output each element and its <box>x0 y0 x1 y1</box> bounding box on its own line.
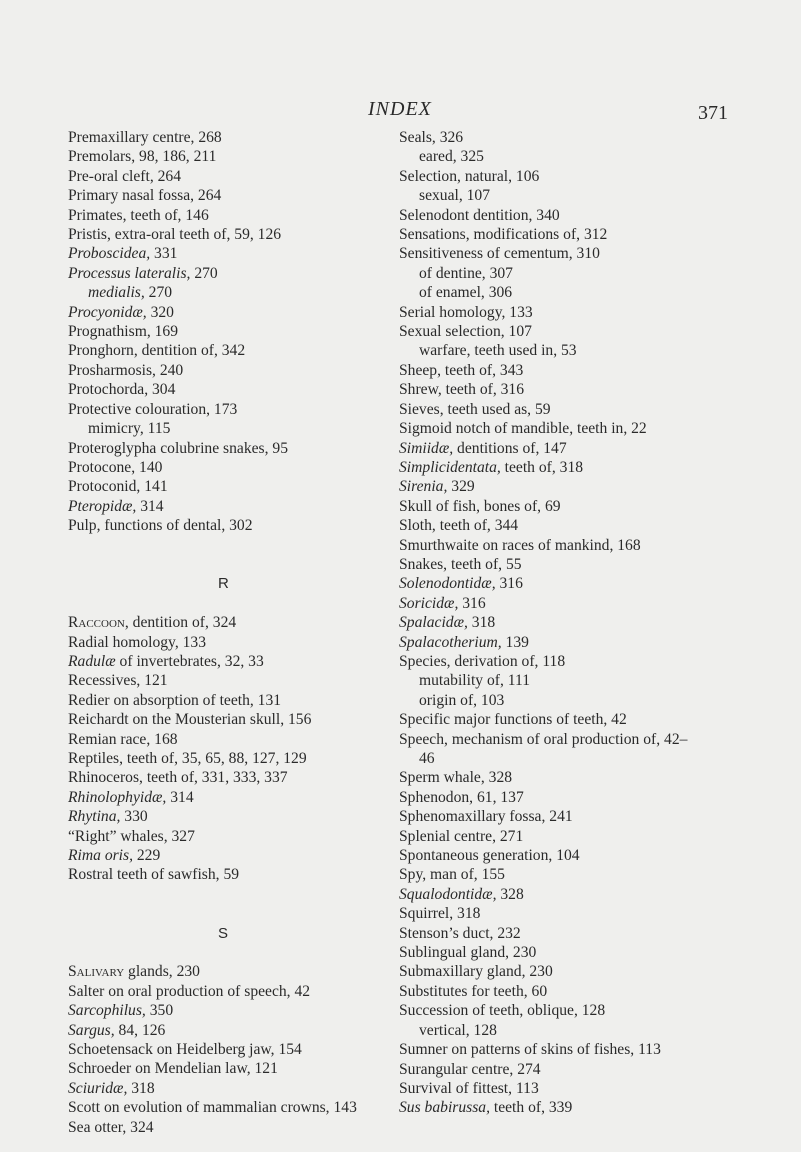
index-entry: Redier on absorption of teeth, 131 <box>68 691 282 709</box>
index-entry: Reichardt on the Mousterian skull, 156 <box>68 711 312 729</box>
entry-term-italic: Sirenia, <box>399 478 448 496</box>
index-entry: Radial homology, 133 <box>68 633 207 651</box>
entry-locator: of invertebrates, 32, 33 <box>115 652 264 670</box>
entry-locator: 320 <box>146 303 174 321</box>
spacer <box>68 594 388 613</box>
index-entry: Shrew, teeth of, 316 <box>399 381 525 399</box>
entry-locator: teeth of, 339 <box>489 1099 573 1117</box>
index-entry: Succession of teeth, oblique, 128 <box>399 1002 606 1020</box>
entry-term-italic: Sciuridæ, <box>68 1079 128 1097</box>
index-entry <box>399 1098 799 1117</box>
entry-locator: 316 <box>458 594 486 612</box>
index-entry <box>68 652 388 671</box>
index-entry: Squirrel, 318 <box>399 905 481 923</box>
index-entry <box>68 788 388 807</box>
index-entry: Sperm whale, 328 <box>399 769 513 787</box>
entry-term-italic: Spalacidæ, <box>399 614 468 632</box>
index-entry: Primary nasal fossa, 264 <box>68 187 222 205</box>
index-entry <box>68 846 388 865</box>
index-entry: Skull of fish, bones of, 69 <box>399 497 561 515</box>
entry-locator: 331 <box>150 245 178 263</box>
index-entry: Sensitiveness of cementum, 310 <box>399 245 600 263</box>
index-entry: Reptiles, teeth of, 35, 65, 88, 127, 129 <box>68 749 307 767</box>
index-entry: Prognathism, 169 <box>68 323 179 341</box>
index-entry: Submaxillary gland, 230 <box>399 963 553 981</box>
index-entry: Sigmoid notch of mandible, teeth in, 22 <box>399 420 647 438</box>
entry-term-italic: medialis, <box>88 284 145 302</box>
index-entry: Sensations, modifications of, 312 <box>399 226 608 244</box>
index-entry <box>68 1001 388 1020</box>
entry-locator: teeth of, 318 <box>500 458 584 476</box>
index-entry: Smurthwaite on races of mankind, 168 <box>399 536 641 554</box>
entry-term-italic: Radulæ <box>68 652 116 670</box>
entry-term-italic: Solenodontidæ, <box>399 575 496 593</box>
index-entry: Sheep, teeth of, 343 <box>399 361 524 379</box>
entry-term-italic: Rima oris, <box>68 847 133 864</box>
index-entry <box>68 244 388 263</box>
index-subentry: 46 <box>419 750 435 767</box>
index-entry <box>399 613 799 632</box>
index-subentry: mutability of, 111 <box>419 672 531 690</box>
entry-term-italic: Squalodontidæ, <box>399 885 497 903</box>
index-entry <box>68 807 388 826</box>
entry-locator: 314 <box>166 788 194 806</box>
index-entry <box>68 497 388 516</box>
index-subentry: vertical, 128 <box>419 1021 497 1039</box>
index-subentry: warfare, teeth used in, 53 <box>419 342 577 360</box>
index-entry: Pristis, extra-oral teeth of, 59, 126 <box>68 226 282 244</box>
index-entry: Protocone, 140 <box>68 458 163 476</box>
index-entry: Remian race, 168 <box>68 730 178 748</box>
index-entry <box>68 303 388 322</box>
entry-locator: 84, 126 <box>114 1021 166 1039</box>
index-entry: Serial homology, 133 <box>399 303 533 321</box>
entry-term-italic: Sus babirussa, <box>399 1099 490 1117</box>
page-number: 371 <box>698 102 728 124</box>
index-entry <box>399 574 799 593</box>
index-entry: Protoconid, 141 <box>68 478 168 496</box>
entry-term-italic: Spalacotherium, <box>399 633 502 651</box>
index-entry: Species, derivation of, 118 <box>399 652 566 670</box>
entry-locator: 229 <box>132 847 161 864</box>
entry-term-smallcaps: Raccoon, <box>68 614 129 632</box>
entry-locator: 350 <box>145 1002 174 1020</box>
entry-locator: 329 <box>447 478 475 496</box>
entry-locator: 330 <box>120 808 148 826</box>
entry-locator: 270 <box>144 284 173 302</box>
index-entry <box>68 1079 388 1098</box>
entry-term-italic: Pteropidæ, <box>68 497 137 515</box>
index-entry: Spy, man of, 155 <box>399 866 505 884</box>
index-entry: Surangular centre, 274 <box>399 1060 541 1078</box>
index-entry: Pronghorn, dentition of, 342 <box>68 342 246 360</box>
index-entry: Sieves, teeth used as, 59 <box>399 400 551 418</box>
index-entry <box>399 458 799 477</box>
index-subentry <box>68 283 388 302</box>
entry-term-italic: Sargus, <box>68 1021 115 1039</box>
index-entry: Stenson’s duct, 232 <box>399 924 521 942</box>
index-entry: Seals, 326 <box>399 129 464 146</box>
entry-term-italic: Rhinolophyidæ, <box>68 788 167 806</box>
index-entry: Substitutes for teeth, 60 <box>399 982 548 1000</box>
entry-locator: dentitions of, 147 <box>453 439 567 457</box>
index-entry: Sexual selection, 107 <box>399 323 532 341</box>
index-entry: Snakes, teeth of, 55 <box>399 555 522 573</box>
index-entry <box>399 885 799 904</box>
index-entry: Scott on evolution of mammalian crowns, 143 <box>68 1099 357 1117</box>
index-entry: Premaxillary centre, 268 <box>68 129 222 146</box>
entry-locator: 318 <box>467 614 496 632</box>
entry-locator: 314 <box>136 497 164 515</box>
index-subentry: mimicry, 115 <box>88 420 171 438</box>
index-entry <box>399 439 799 458</box>
entry-term-italic: Proboscidea, <box>68 245 151 263</box>
index-entry <box>399 594 799 613</box>
index-entry <box>68 613 388 632</box>
section-letter-heading: S <box>218 924 229 942</box>
index-entry: Sphenomaxillary fossa, 241 <box>399 808 573 826</box>
index-column-right <box>399 128 799 1118</box>
index-entry: Salter on oral production of speech, 42 <box>68 982 311 1000</box>
spacer <box>68 536 388 575</box>
index-entry: Pre-oral cleft, 264 <box>68 167 182 185</box>
index-entry: Protochorda, 304 <box>68 381 176 399</box>
index-entry <box>68 264 388 283</box>
index-column-left <box>68 128 388 1137</box>
entry-term-italic: Soricidæ, <box>399 594 459 612</box>
index-entry <box>399 633 799 652</box>
index-entry: Specific major functions of teeth, 42 <box>399 711 627 729</box>
index-entry: Prosharmosis, 240 <box>68 361 184 379</box>
index-entry: Spontaneous generation, 104 <box>399 847 580 865</box>
index-entry: Recessives, 121 <box>68 672 168 690</box>
entry-term-smallcaps: Salivary <box>68 963 125 981</box>
entry-term-italic: Simiidæ, <box>399 439 454 457</box>
index-subentry: origin of, 103 <box>419 691 505 709</box>
index-entry <box>68 1021 388 1040</box>
index-entry: Sloth, teeth of, 344 <box>399 517 519 535</box>
entry-term-italic: Rhytina, <box>68 808 121 826</box>
section-letter-heading: R <box>218 575 229 593</box>
index-entry: Sea otter, 324 <box>68 1118 154 1136</box>
entry-locator: 316 <box>495 575 523 593</box>
index-entry: Survival of fittest, 113 <box>399 1079 539 1097</box>
entry-term-italic: Processus lateralis, <box>68 264 191 282</box>
index-entry <box>68 962 388 981</box>
index-entry: Sublingual gland, 230 <box>399 944 537 962</box>
entry-locator: 270 <box>190 264 218 282</box>
index-entry: Primates, teeth of, 146 <box>68 206 209 224</box>
index-entry: “Right” whales, 327 <box>68 827 195 845</box>
entry-locator: 139 <box>501 633 529 651</box>
index-entry: Selection, natural, 106 <box>399 167 540 185</box>
index-entry: Schoetensack on Heidelberg jaw, 154 <box>68 1041 302 1059</box>
index-subentry: of dentine, 307 <box>419 264 513 282</box>
entry-locator: glands, 230 <box>124 963 200 981</box>
entry-term-italic: Sarcophilus, <box>68 1002 146 1020</box>
index-entry: Pulp, functions of dental, 302 <box>68 517 253 535</box>
entry-locator: 328 <box>496 885 524 903</box>
index-entry: Protective colouration, 173 <box>68 400 238 418</box>
index-subentry: sexual, 107 <box>419 187 491 205</box>
index-entry: Splenial centre, 271 <box>399 827 524 845</box>
index-entry: Schroeder on Mendelian law, 121 <box>68 1060 278 1078</box>
entry-term-italic: Simplicidentata, <box>399 458 501 476</box>
entry-locator: dentition of, 324 <box>128 614 237 632</box>
index-entry: Selenodont dentition, 340 <box>399 206 560 224</box>
index-subentry: of enamel, 306 <box>419 284 513 302</box>
index-entry: Speech, mechanism of oral production of, 42– <box>399 730 688 748</box>
index-entry: Proteroglypha colubrine snakes, 95 <box>68 439 288 457</box>
spacer <box>68 885 388 924</box>
entry-term-italic: Procyonidæ, <box>68 303 147 321</box>
index-entry: Sphenodon, 61, 137 <box>399 788 524 806</box>
index-entry <box>399 477 799 496</box>
spacer <box>68 943 388 962</box>
index-entry: Rostral teeth of sawfish, 59 <box>68 866 240 884</box>
entry-locator: 318 <box>127 1079 155 1097</box>
running-header-title: INDEX <box>368 98 432 120</box>
index-entry: Sumner on patterns of skins of fishes, 113 <box>399 1041 661 1059</box>
index-entry: Premolars, 98, 186, 211 <box>68 148 217 166</box>
index-entry: Rhinoceros, teeth of, 331, 333, 337 <box>68 769 288 787</box>
index-subentry: eared, 325 <box>419 148 484 166</box>
